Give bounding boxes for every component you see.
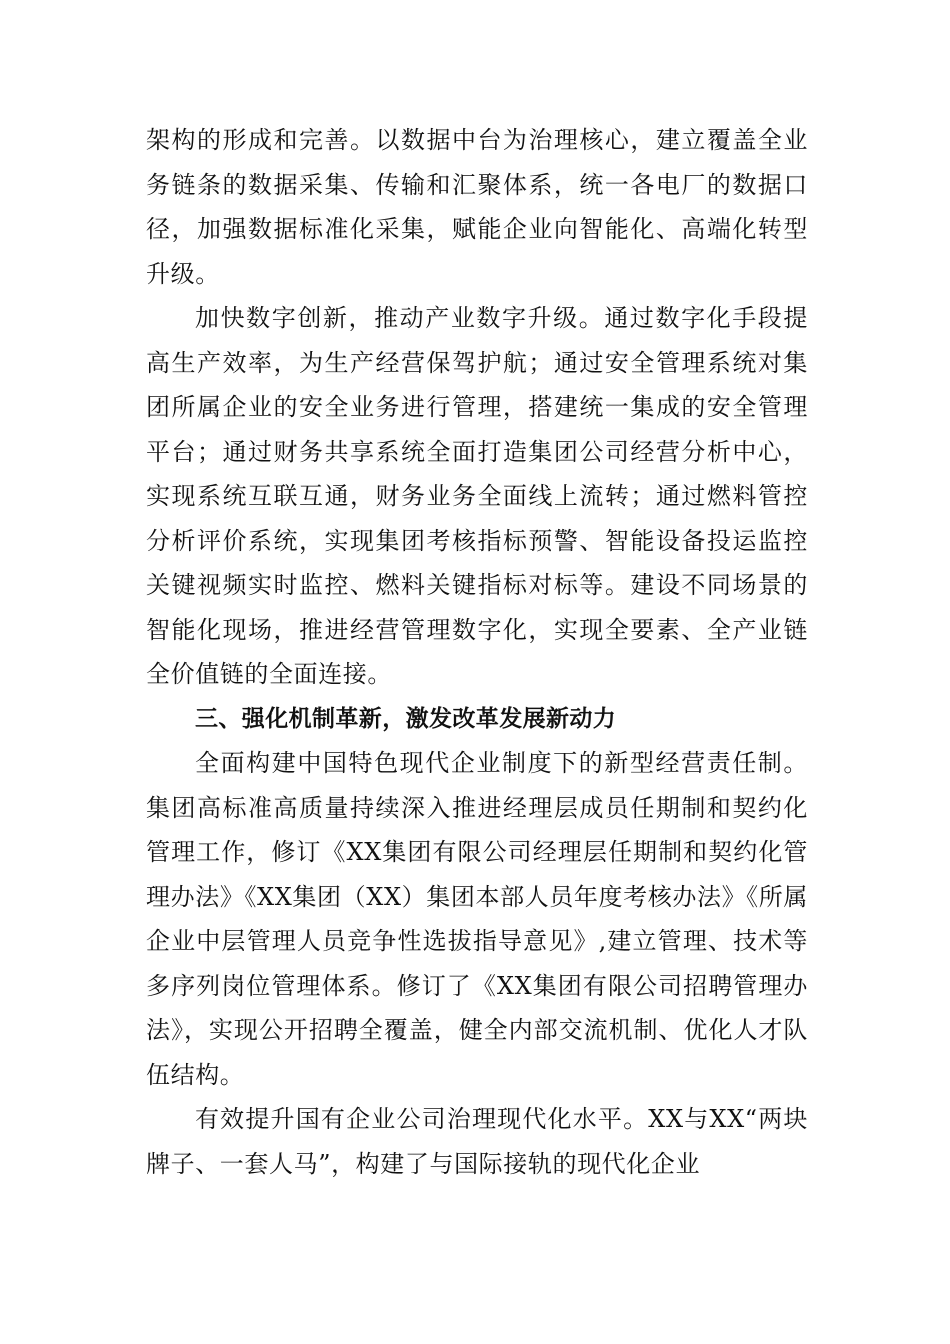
paragraph-data-governance: 架构的形成和完善。以数据中台为治理核心，建立覆盖全业务链条的数据采集、传输和汇聚体系，统一各电厂的数据口径，加强数据标准化采集，赋能企业向智能化、高端化转型升级。 bbox=[146, 126, 808, 288]
section-heading: 三、强化机制革新，激发改革发展新动力 bbox=[195, 705, 617, 732]
paragraph-responsibility-system: 全面构建中国特色现代企业制度下的新型经营责任制。集团高标准高质量持续深入推进经理层成员任期制和契约化管理工作，修订《XX集团有限公司经理层任期制和契约化管理办法》《XX集团（XX）集团本部人员年度考核办法》《所属企业中层管理人员竞争性选拔指导意见》,建立管理、技术等多序列岗位管理体系。修订了《XX集团有限公司招聘管理办法》，实现公开招聘全覆盖，健全内部交流机制、优化人才队伍结构。 bbox=[146, 749, 808, 1089]
paragraph-corporate-governance: 有效提升国有企业公司治理现代化水平。XX与XX“两块牌子、一套人马”，构建了与国际接轨的现代化企业 bbox=[146, 1105, 808, 1178]
document-body bbox=[146, 118, 808, 1186]
paragraph-digital-innovation: 加快数字创新，推动产业数字升级。通过数字化手段提高生产效率，为生产经营保驾护航；通过安全管理系统对集团所属企业的安全业务进行管理，搭建统一集成的安全管理平台；通过财务共享系统全面打造集团公司经营分析中心，实现系统互联互通，财务业务全面线上流转；通过燃料管控分析评价系统，实现集团考核指标预警、智能设备投运监控关键视频实时监控、燃料关键指标对标等。建设不同场景的智能化现场，推进经营管理数字化，实现全要素、全产业链全价值链的全面连接。 bbox=[146, 304, 808, 688]
